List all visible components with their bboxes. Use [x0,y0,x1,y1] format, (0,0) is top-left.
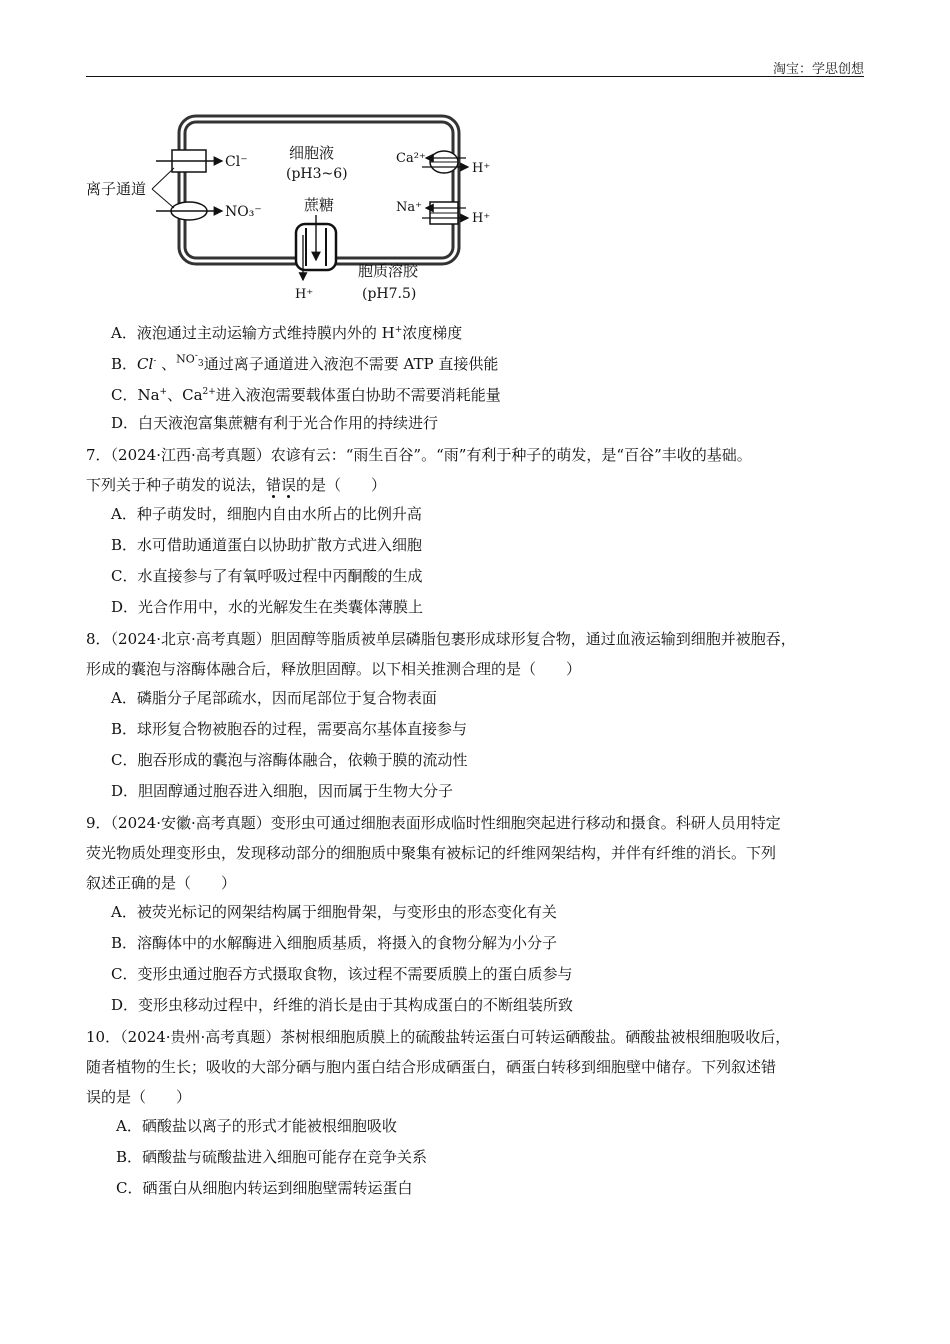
q7-emphasis [266,476,296,494]
q6-option-a: A．液泡通过主动运输方式维持膜内外的 H+浓度梯度 [111,324,463,342]
q9-stem: 9．（2024·安徽·高考真题）变形虫可通过细胞表面形成临时性细胞突起进行移动和摄食。科研人员用特定 荧光物质处理变形虫，发现移动部分的细胞质中聚集有被标记的纤维网架结构，并伴有纤维的消长。下列 叙述正确的是（ ） [86,814,781,892]
q7-option-b: B．水可借助通道蛋白以协助扩散方式进入细胞 [111,536,423,554]
no3-label: NO₃⁻ [225,204,262,220]
cl-channel [156,150,222,172]
q10-option-a: A．硒酸盐以离子的形式才能被根细胞吸收 [116,1117,397,1135]
q8-option-b: B．球形复合物被胞吞的过程，需要高尔基体直接参与 [111,720,468,738]
no3-channel [156,202,222,220]
emphasis-char: 错 [266,476,282,494]
emphasis-char: 误 [281,476,297,494]
cytosol-ph: (pH7.5) [362,286,417,302]
h1-label: H⁺ [472,161,491,176]
q10-option-b: B．硒酸盐与硫酸盐进入细胞可能存在竞争关系 [116,1148,428,1166]
q8-stem: 8．（2024·北京·高考真题）胆固醇等脂质被单层磷脂包裹形成球形复合物，通过血液运输到细胞并被胞吞， 形成的囊泡与溶酶体融合后，释放胆固醇。以下相关推测合理的是（ ） [86,630,796,678]
cytosol-title: 胞质溶胶 [358,262,419,280]
q8-option-c: C．胞吞形成的囊泡与溶酶体融合，依赖于膜的流动性 [111,751,468,769]
q9-option-a: A．被荧光标记的网架结构属于细胞骨架，与变形虫的形态变化有关 [111,903,557,921]
q10-stem: 10．（2024·贵州·高考真题）茶树根细胞质膜上的硫酸盐转运蛋白可转运硒酸盐。硒酸盐被根细胞吸收后， 随者植物的生长；吸收的大部分硒与胞内蛋白结合形成硒蛋白，硒蛋白转移到细胞壁中储存。下列叙述错 误的是（ ） [86,1028,791,1106]
vacuole-transport-diagram [86,110,506,305]
q7-option-d: D．光合作用中，水的光解发生在类囊体薄膜上 [111,598,424,616]
q8-option-a: A．磷脂分子尾部疏水，因而尾部位于复合物表面 [111,689,437,707]
na-label: Na⁺ [396,200,422,215]
ca-antiporter [422,151,468,173]
q7-stem: 7．（2024·江西·高考真题）农谚有云：“雨生百谷”。“雨”有利于种子的萌发，是“百谷”丰收的基础。 下列关于种子萌发的说法，错误的是（ ） [86,446,752,494]
channel-label: 离子通道 [86,180,147,198]
sucrose-label: 蔗糖 [304,196,335,214]
h3-label: H⁺ [295,287,314,302]
header-text: 淘宝：学思创想 [772,62,864,77]
q7-option-a: A．种子萌发时，细胞内自由水所占的比例升高 [111,505,422,523]
cl-label: Cl⁻ [225,154,248,170]
q6-option-c: C．Na+、$Ca^{2+}$进入液泡需要载体蛋白协助不需要消耗能量 [111,386,501,404]
sucrose-transporter [296,215,336,280]
na-antiporter [422,202,468,224]
q8-option-d: D．胆固醇通过胞吞进入细胞，因而属于生物大分子 [111,782,454,800]
sap-title: 细胞液 [289,144,335,162]
question-content [86,316,866,1205]
q9-option-b: B．溶酶体中的水解酶进入细胞质基质，将摄入的食物分解为小分子 [111,934,558,952]
q9-option-c: C．变形虫通过胞吞方式摄取食物，该过程不需要质膜上的蛋白质参与 [111,965,573,983]
ca-label: Ca²⁺ [396,151,426,166]
q10-option-c: C．硒蛋白从细胞内转运到细胞壁需转运蛋白 [116,1179,413,1197]
h2-label: H⁺ [472,211,491,226]
q7-option-c: C．水直接参与了有氧呼吸过程中丙酮酸的生成 [111,567,423,585]
q9-option-d: D．变形虫移动过程中，纤维的消长是由于其构成蛋白的不断组装所致 [111,996,574,1014]
q6-option-d: D．白天液泡富集蔗糖有利于光合作用的持续进行 [111,414,439,432]
header-rule [86,76,864,77]
q6-option-b: B．Cl- 、$NO^-_3$通过离子通道进入液泡不需要 ATP 直接供能 [111,351,499,373]
sap-ph: (pH3~6) [286,166,348,182]
